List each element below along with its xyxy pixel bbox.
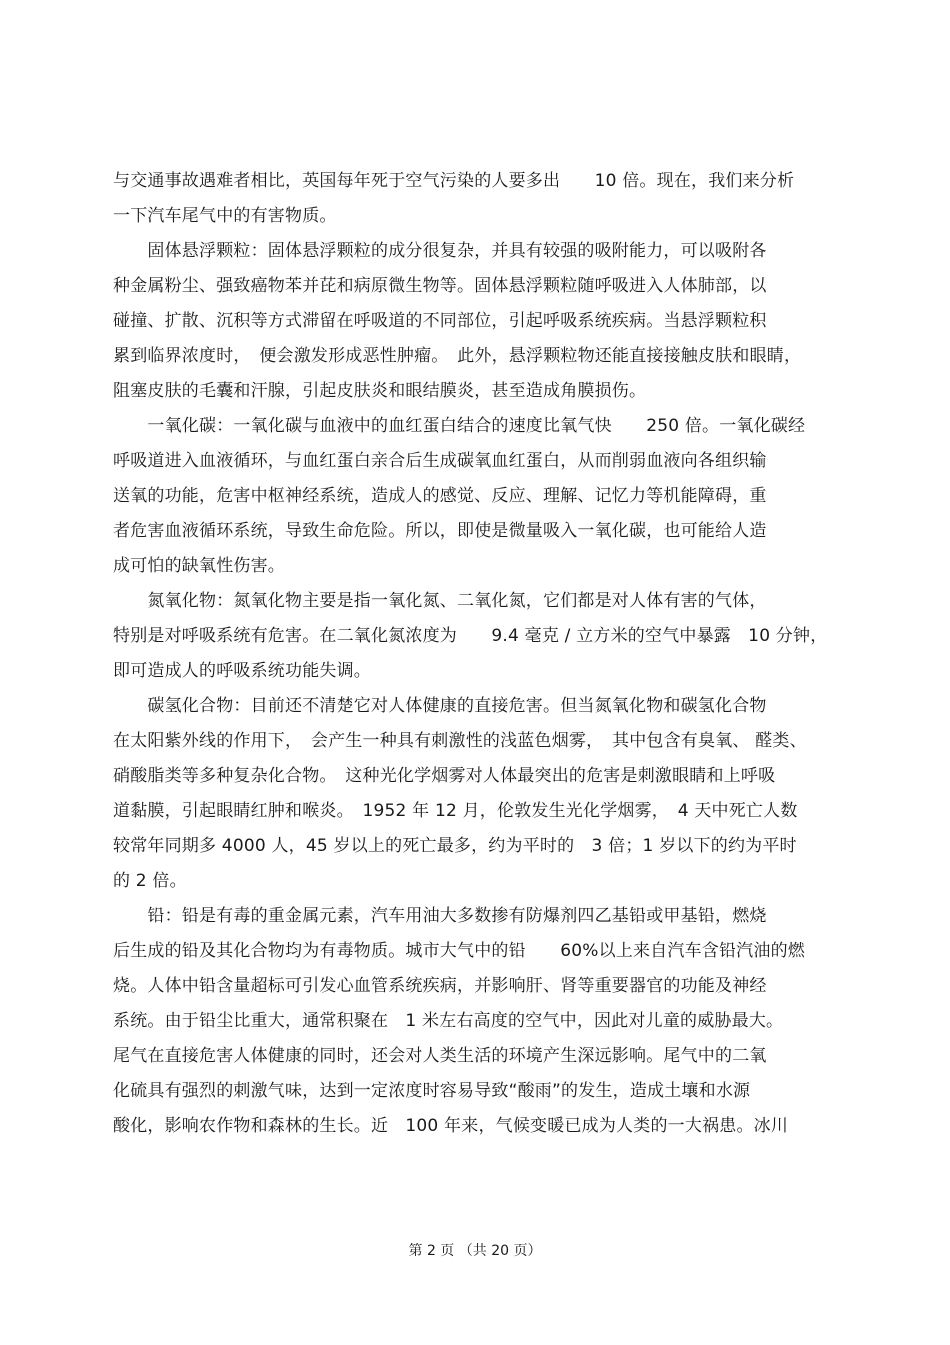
page-footer: 第 2 页 （共 20 页） [408, 1243, 542, 1259]
text-line: 固体悬浮颗粒：固体悬浮颗粒的成分很复杂，并具有较强的吸附能力，可以吸附各 [113, 241, 767, 261]
text-line: 累到临界浓度时， 便会激发形成恶性肿瘤。 此外，悬浮颗粒物还能直接接触皮肤和眼睛， [113, 346, 802, 366]
text-line: 尾气在直接危害人体健康的同时，还会对人类生活的环境产生深远影响。尾气中的二氧 [113, 1046, 767, 1066]
text-line: 化硫具有强烈的刺激气味，达到一定浓度时容易导致“酸雨”的发生，造成土壤和水源 [113, 1081, 751, 1101]
text-line: 在太阳紫外线的作用下， 会产生一种具有刺激性的浅蓝色烟雾， 其中包含有臭氧、 醛类、 [113, 731, 807, 751]
text-line: 即可造成人的呼吸系统功能失调。 [113, 661, 371, 681]
text-line: 系统。由于铅尘比重大，通常积聚在 1 米左右高度的空气中，因此对儿童的威胁最大。 [113, 1011, 784, 1031]
text-line: 烧。人体中铅含量超标可引发心血管系统疾病，并影响肝、肾等重要器官的功能及神经 [113, 976, 767, 996]
text-line: 者危害血液循环系统，导致生命危险。所以，即使是微量吸入一氧化碳，也可能给人造 [113, 521, 767, 541]
text-line: 碰撞、扩散、沉积等方式滞留在呼吸道的不同部位，引起呼吸系统疾病。当悬浮颗粒积 [113, 311, 767, 331]
text-line: 酸化，影响农作物和森林的生长。近 100 年来，气候变暖已成为人类的一大祸患。冰川 [113, 1116, 789, 1136]
text-line: 阻塞皮肤的毛囊和汗腺，引起皮肤炎和眼结膜炎，甚至造成角膜损伤。 [113, 381, 647, 401]
text-line: 一下汽车尾气中的有害物质。 [113, 206, 337, 226]
text-line: 的 2 倍。 [113, 871, 187, 891]
text-line: 碳氢化合物：目前还不清楚它对人体健康的直接危害。但当氮氧化物和碳氢化合物 [113, 696, 767, 716]
text-line: 一氧化碳：一氧化碳与血液中的血红蛋白结合的速度比氧气快 250 倍。一氧化碳经 [113, 416, 806, 436]
text-line: 特别是对呼吸系统有危害。在二氧化氮浓度为 9.4 毫克 / 立方米的空气中暴露 10 分钟， [113, 626, 828, 646]
text-line: 道黏膜，引起眼睛红肿和喉炎。 1952 年 12 月，伦敦发生光化学烟雾， 4 天中死亡人数 [113, 801, 798, 821]
text-line: 呼吸道进入血液循环，与血红蛋白亲合后生成碳氧血红蛋白，从而削弱血液向各组织输 [113, 451, 767, 471]
text-line: 铅：铅是有毒的重金属元素，汽车用油大多数掺有防爆剂四乙基铅或甲基铅，燃烧 [113, 906, 767, 926]
text-line: 后生成的铅及其化合物均为有毒物质。城市大气中的铅 60%以上来自汽车含铅汽油的燃 [113, 941, 805, 961]
text-line: 种金属粉尘、强致癌物苯并芘和病原微生物等。固体悬浮颗粒随呼吸进入人体肺部，以 [113, 276, 767, 296]
text-line: 与交通事故遇难者相比，英国每年死于空气污染的人要多出 10 倍。现在，我们来分析 [113, 171, 795, 191]
text-line: 送氧的功能，危害中枢神经系统，造成人的感觉、反应、理解、记忆力等机能障碍，重 [113, 486, 767, 506]
text-line: 较常年同期多 4000 人，45 岁以上的死亡最多，约为平时的 3 倍；1 岁以下的约为平时 [113, 836, 797, 856]
text-line: 硝酸脂类等多种复杂化合物。 这种光化学烟雾对人体最突出的危害是刺激眼睛和上呼吸 [113, 766, 776, 786]
text-line: 氮氧化物：氮氧化物主要是指一氧化氮、二氧化氮，它们都是对人体有害的气体， [113, 591, 767, 611]
text-line: 成可怕的缺氧性伤害。 [113, 556, 285, 576]
